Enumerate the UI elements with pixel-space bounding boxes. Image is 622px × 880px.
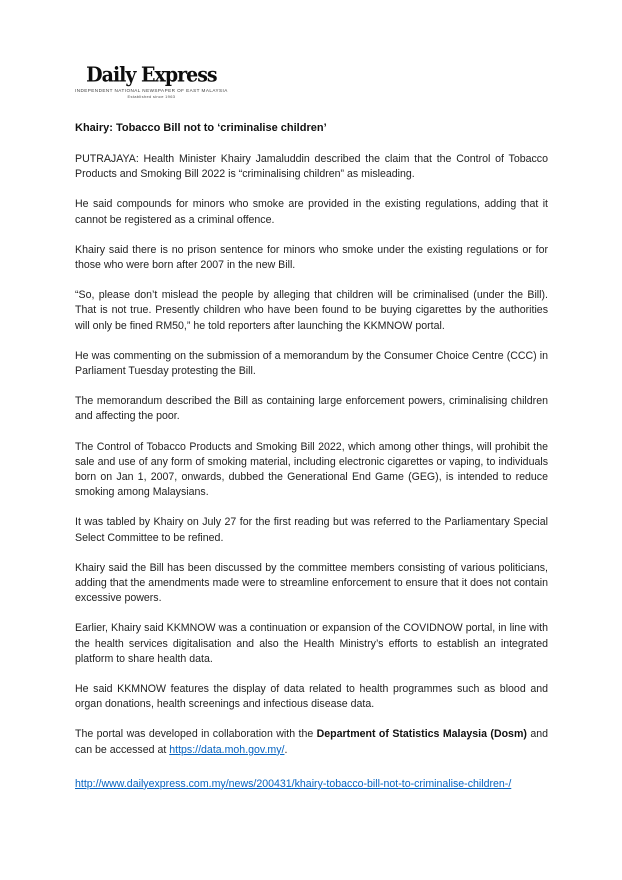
newspaper-logo: Daily Express	[86, 63, 217, 87]
collab-dosm-bold-text: Department of Statistics Malaysia (Dosm)	[316, 728, 527, 741]
article-headline: Khairy: Tobacco Bill not to ‘criminalise children’	[75, 121, 327, 134]
article-paragraph-4: “So, please don’t mislead the people by alleging that children will be criminalised (under the Bill). That is not true. Presently children who have been found to be buying cigarettes by the authorities will only be fined RM50,” he told reporters after launching the KKMNOW portal.	[75, 289, 548, 332]
collab-middle-text: and can be accessed at	[75, 728, 548, 756]
masthead-tagline: INDEPENDENT NATIONAL NEWSPAPER OF EAST MALAYSIA	[75, 87, 228, 93]
article-paragraph-10: Earlier, Khairy said KKMNOW was a continuation or expansion of the COVIDNOW portal, in line with the health services digitalisation and also the Health Ministry’s efforts to establish an integrated platform to share health data.	[75, 622, 548, 665]
masthead	[75, 63, 228, 99]
article-paragraph-1: PUTRAJAYA: Health Minister Khairy Jamaluddin described the claim that the Control of Tobacco Products and Smoking Bill 2022 is “criminalising children” as misleading.	[75, 152, 548, 181]
article-paragraph-2: He said compounds for minors who smoke are provided in the existing regulations, adding that it cannot be registered as a criminal offence.	[75, 198, 548, 226]
article-paragraph-9: Khairy said the Bill has been discussed by the committee members consisting of various politicians, adding that the amendments made were to streamline enforcement to ensure that it does not contain excessive powers.	[75, 561, 548, 605]
collab-prefix-text: The portal was developed in collaboration with the	[75, 728, 317, 741]
article-paragraph-6: The memorandum described the Bill as containing large enforcement powers, criminalising children and affecting the poor.	[75, 395, 548, 423]
article-paragraph-3: Khairy said there is no prison sentence for minors who smoke under the existing regulations or for those who were born after 2007 in the new Bill.	[75, 243, 548, 271]
article-paragraph-5: He was commenting on the submission of a memorandum by the Consumer Choice Centre (CCC) in Parliament Tuesday protesting the Bill.	[75, 349, 548, 377]
news-article	[75, 121, 548, 792]
collab-suffix-text: .	[284, 743, 288, 756]
article-paragraph-collab	[75, 727, 548, 757]
masthead-established: Established since 1963	[127, 93, 176, 99]
article-paragraph-7: The Control of Tobacco Products and Smoking Bill 2022, which among other things, will prohibit the sale and use of any form of smoking material, including electronic cigarettes or vaping, to individuals born on Jan 1, 2007, onwards, dubbed the Generational End Game (GEG), is intended to reduce smoking among Malaysians.	[75, 440, 548, 499]
source-article-link[interactable]: http://www.dailyexpress.com.my/news/200431/khairy-tobacco-bill-not-to-criminalise-children-/	[75, 777, 512, 790]
data-moh-gov-link[interactable]: https://data.moh.gov.my/	[169, 743, 285, 756]
source-link-line	[75, 777, 548, 792]
article-paragraph-11: He said KKMNOW features the display of data related to health programmes such as blood and organ donations, health screenings and infectious disease data.	[75, 683, 548, 711]
article-paragraph-8: It was tabled by Khairy on July 27 for the first reading but was referred to the Parliamentary Special Select Committee to be refined.	[75, 516, 548, 544]
